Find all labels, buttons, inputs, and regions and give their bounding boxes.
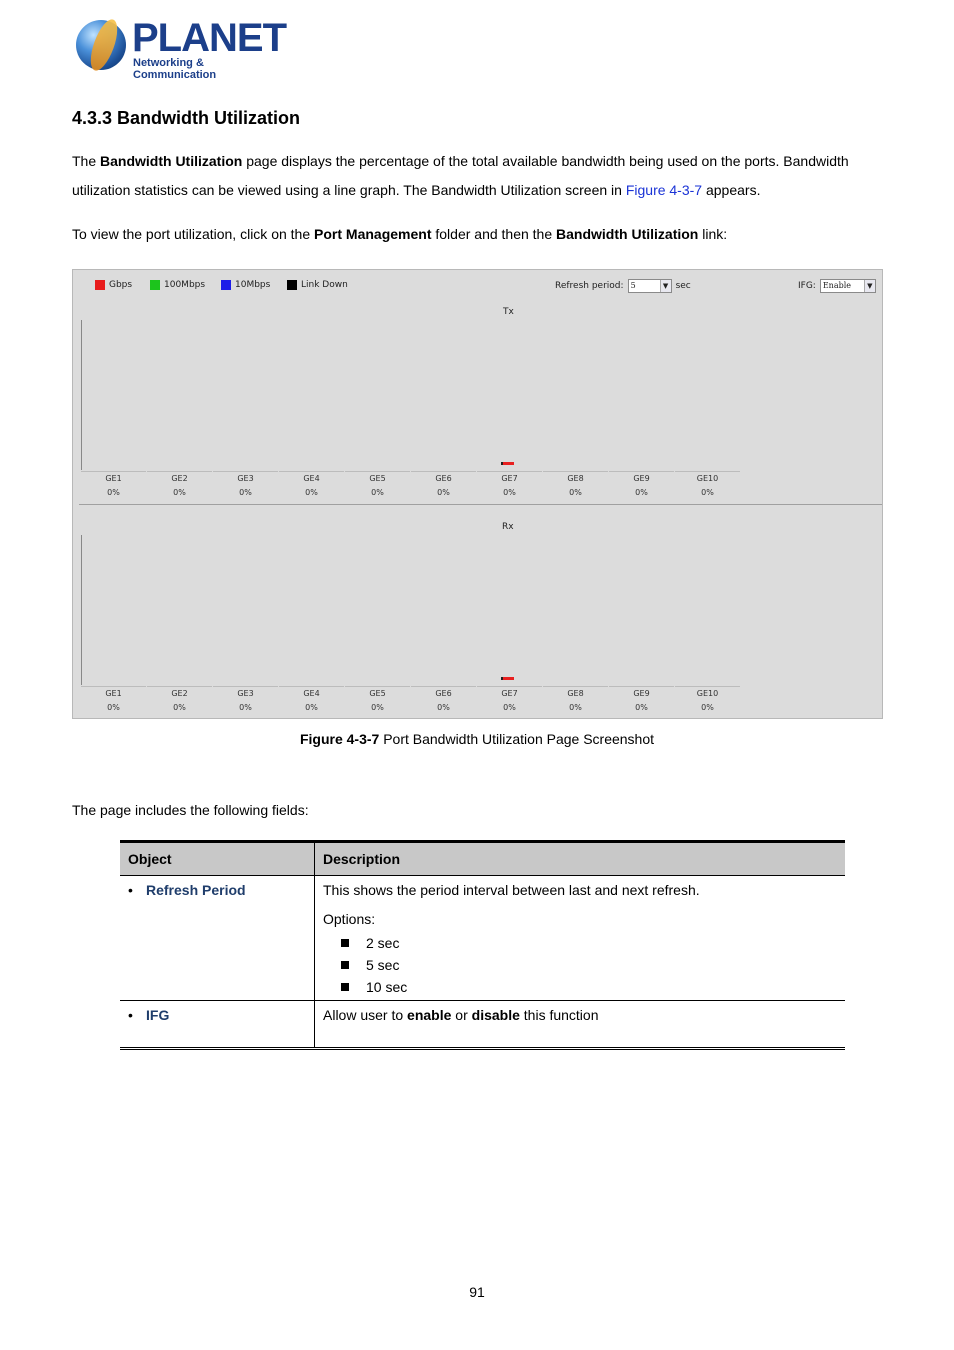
rx-graph-title: Rx (502, 522, 514, 532)
table-row (120, 1001, 845, 1049)
port-label: GE8 (567, 689, 584, 698)
port-label: GE10 (696, 689, 719, 698)
description-text: Allow user to enable or disable this function (315, 1001, 846, 1049)
chevron-down-icon: ▼ (864, 280, 875, 292)
port-utilization: 0% (305, 488, 318, 497)
instruction-paragraph: To view the port utilization, click on the Port Management folder and then the Bandwidth Utilization link: (72, 226, 728, 242)
port-cell (477, 471, 542, 500)
gbps-swatch (95, 280, 105, 290)
port-utilization: 0% (107, 703, 120, 712)
tx-graph-title: Tx (503, 307, 514, 317)
object-name: Refresh Period (146, 882, 246, 898)
port-label: GE2 (171, 689, 188, 698)
port-cell (609, 686, 674, 715)
tx-ge7-marker (502, 462, 514, 465)
port-utilization: 0% (437, 703, 450, 712)
fields-intro: The page includes the following fields: (72, 802, 309, 818)
table-row (120, 876, 845, 1001)
port-cell (81, 686, 146, 715)
port-utilization: 0% (239, 488, 252, 497)
port-cell (345, 686, 410, 715)
port-utilization: 0% (239, 703, 252, 712)
port-utilization: 0% (371, 703, 384, 712)
object-name: IFG (146, 1007, 170, 1023)
port-utilization: 0% (701, 703, 714, 712)
column-header-object: Object (120, 842, 315, 876)
10mbps-swatch (221, 280, 231, 290)
bullet-icon: • (128, 882, 133, 898)
100mbps-swatch (150, 280, 160, 290)
port-cell (279, 686, 344, 715)
figure-link[interactable]: Figure 4-3-7 (625, 182, 703, 198)
ifg-control: IFG: Enable ▼ (798, 279, 880, 293)
port-utilization: 0% (173, 488, 186, 497)
port-cell (543, 686, 608, 715)
port-utilization: 0% (371, 488, 384, 497)
description-text: This shows the period interval between last and next refresh. (323, 882, 700, 898)
list-item: 2 sec (323, 932, 837, 954)
figure-caption: Figure 4-3-7 Port Bandwidth Utilization Page Screenshot (299, 731, 655, 747)
port-label: GE10 (696, 474, 719, 483)
port-label: GE9 (633, 689, 650, 698)
port-cell (477, 686, 542, 715)
port-label: GE1 (105, 474, 122, 483)
port-utilization: 0% (305, 703, 318, 712)
options-label: Options: (323, 911, 376, 927)
port-cell (279, 471, 344, 500)
refresh-control: Refresh period: 5 ▼ sec (555, 281, 691, 291)
port-utilization: 0% (173, 703, 186, 712)
port-utilization: 0% (107, 488, 120, 497)
planet-logo (76, 16, 286, 81)
port-label: GE9 (633, 474, 650, 483)
port-label: GE4 (303, 689, 320, 698)
port-cell (213, 686, 278, 715)
port-cell (675, 686, 740, 715)
port-label: GE8 (567, 474, 584, 483)
tx-port-row (81, 471, 741, 500)
bandwidth-screenshot (72, 269, 883, 719)
port-cell (609, 471, 674, 500)
intro-paragraph: The Bandwidth Utilization page displays the percentage of the total available bandwidth being used on the ports. Bandwidth utilization statistics can be viewed using a line graph. The Bandwidth Utilization screen in Figure 4-3-7 appears. (72, 153, 849, 198)
port-cell (147, 686, 212, 715)
port-cell (543, 471, 608, 500)
port-label: GE6 (435, 689, 452, 698)
port-cell (411, 686, 476, 715)
legend-gbps: Gbps (95, 280, 132, 290)
chevron-down-icon: ▼ (660, 280, 671, 292)
port-utilization: 0% (437, 488, 450, 497)
port-label: GE2 (171, 474, 188, 483)
port-cell (81, 471, 146, 500)
port-utilization: 0% (635, 488, 648, 497)
rx-ge7-marker (502, 677, 514, 680)
port-cell (213, 471, 278, 500)
tx-y-axis (81, 320, 82, 470)
legend-100mbps: 100Mbps (150, 280, 205, 290)
rx-port-row (81, 686, 741, 715)
port-label: GE7 (501, 689, 518, 698)
port-label: GE5 (369, 474, 386, 483)
square-bullet-icon (341, 961, 349, 969)
port-label: GE7 (501, 474, 518, 483)
graph-separator (79, 504, 882, 505)
square-bullet-icon (341, 939, 349, 947)
port-cell (147, 471, 212, 500)
logo-tagline: Networking & Communication (133, 57, 217, 81)
port-label: GE6 (435, 474, 452, 483)
port-utilization: 0% (701, 488, 714, 497)
port-label: GE3 (237, 474, 254, 483)
port-label: GE5 (369, 689, 386, 698)
port-label: GE1 (105, 689, 122, 698)
list-item: 5 sec (323, 954, 837, 976)
list-item: 10 sec (323, 976, 837, 998)
port-utilization: 0% (569, 488, 582, 497)
bullet-icon: • (128, 1007, 133, 1023)
link-down-swatch (287, 280, 297, 290)
section-title: 4.3.3 Bandwidth Utilization (72, 108, 301, 128)
ifg-select[interactable]: Enable ▼ (820, 279, 876, 293)
legend-link-down: Link Down (287, 280, 348, 290)
port-cell (411, 471, 476, 500)
port-cell (675, 471, 740, 500)
refresh-period-select[interactable]: 5 ▼ (628, 279, 672, 293)
port-utilization: 0% (503, 703, 516, 712)
port-utilization: 0% (569, 703, 582, 712)
port-cell (345, 471, 410, 500)
column-header-description: Description (315, 842, 846, 876)
globe-icon (76, 20, 126, 70)
legend-10mbps: 10Mbps (221, 280, 270, 290)
port-label: GE4 (303, 474, 320, 483)
port-utilization: 0% (503, 488, 516, 497)
port-utilization: 0% (635, 703, 648, 712)
rx-y-axis (81, 535, 82, 685)
fields-table (120, 840, 845, 1050)
logo-wordmark: PLANET (132, 16, 286, 60)
square-bullet-icon (341, 983, 349, 991)
port-label: GE3 (237, 689, 254, 698)
page-number: 91 (469, 1284, 485, 1300)
